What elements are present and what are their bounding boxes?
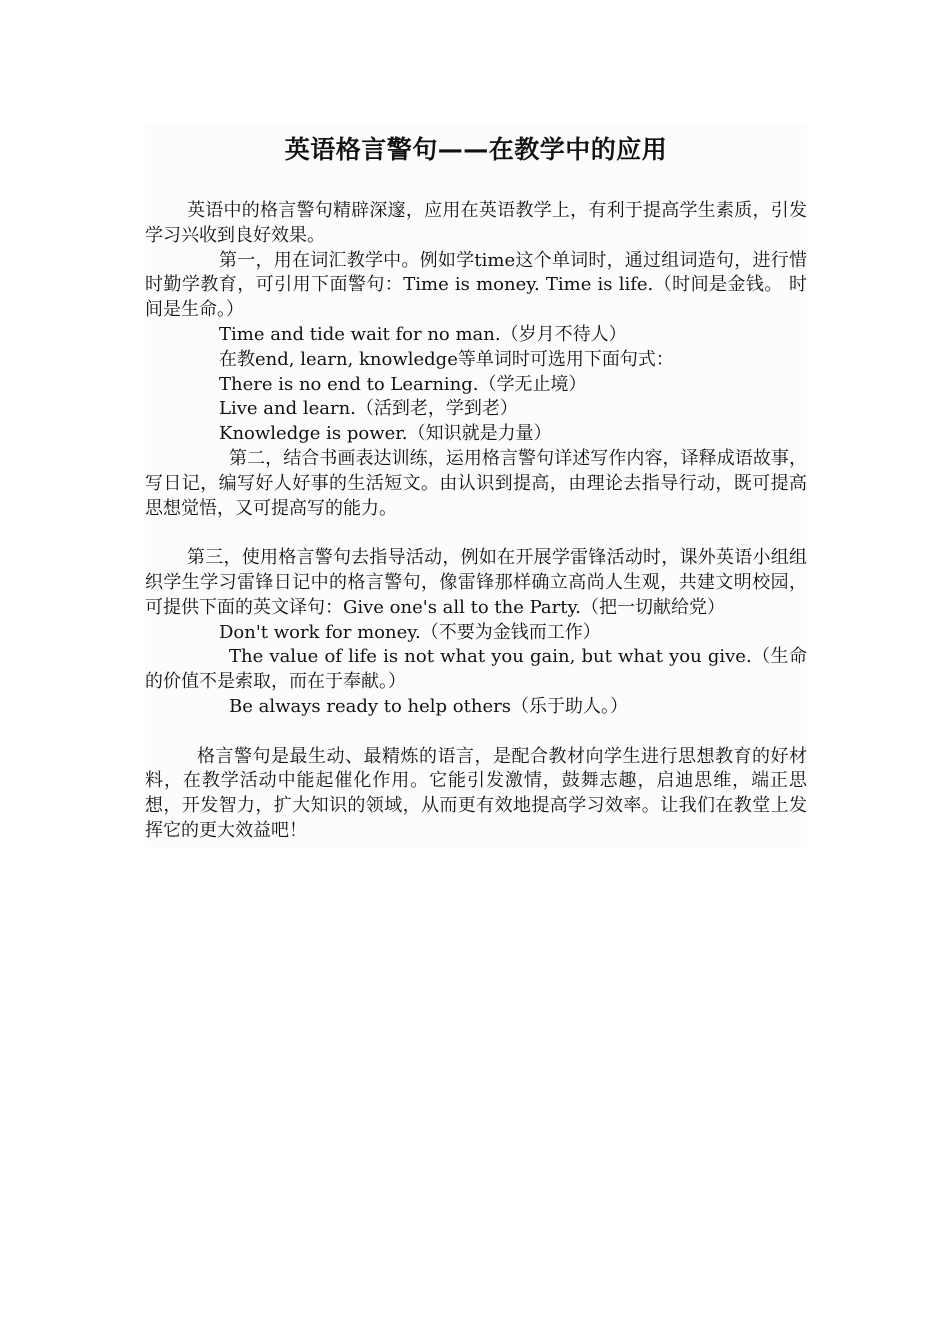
quote-live-and-learn: Live and learn.（活到老，学到老） bbox=[219, 398, 518, 420]
vocab-note: 在教end, learn, knowledge等单词时可选用下面句式： bbox=[219, 348, 674, 370]
quote-help-others: Be always ready to help others（乐于助人。） bbox=[229, 695, 628, 717]
quote-value-of-life: The value of life is not what you gain, but what you give.（生命的价值不是索取，而在于奉献。） bbox=[145, 646, 807, 693]
quote-time-and-tide: Time and tide wait for no man.（岁月不待人） bbox=[219, 323, 627, 345]
intro-paragraph: 英语中的格言警句精辟深邃，应用在英语教学上，有利于提高学生素质，引发学习兴收到良好效果。 bbox=[145, 200, 807, 246]
paragraph-second-point: 第二，结合书画表达训练，运用格言警句详述写作内容，译释成语故事，写日记，编写好人好事的生活短文。由认识到提高，由理论去指导行动，既可提高思想觉悟，又可提高写的能力。 bbox=[145, 447, 807, 519]
quote-knowledge-is-power: Knowledge is power.（知识就是力量） bbox=[219, 423, 552, 445]
paragraph-first-point: 第一，用在词汇教学中。例如学time这个单词时，通过组词造句，进行惜时勤学教育，可引用下面警句：Time is money. Time is life.（时间是金钱。 时间是生命。） bbox=[145, 249, 807, 321]
quote-no-end-to-learning: There is no end to Learning.（学无止境） bbox=[219, 373, 587, 395]
paragraph-spacer bbox=[145, 521, 807, 546]
paragraph-third-point: 第三，使用格言警句去指导活动，例如在开展学雷锋活动时，课外英语小组组织学生学习雷锋日记中的格言警句，像雷锋那样确立高尚人生观，共建文明校园，可提供下面的英文译句：Give one's all to the Party.（把一切献给党） bbox=[145, 547, 807, 618]
document-title: 英语格言警句——在教学中的应用 bbox=[284, 135, 668, 164]
conclusion-paragraph: 格言警句是最生动、最精炼的语言，是配合教材向学生进行思想教育的好材料，在教学活动中能起催化作用。它能引发激情，鼓舞志趣，启迪思维，端正思想，开发智力，扩大知识的领域，从而更有效地提高学习效率。让我们在教堂上发挥它的更大效益吧！ bbox=[145, 745, 807, 841]
paragraph-spacer bbox=[145, 720, 807, 745]
document-body bbox=[145, 125, 807, 848]
quote-dont-work-for-money: Don't work for money.（不要为金钱而工作） bbox=[219, 621, 601, 643]
